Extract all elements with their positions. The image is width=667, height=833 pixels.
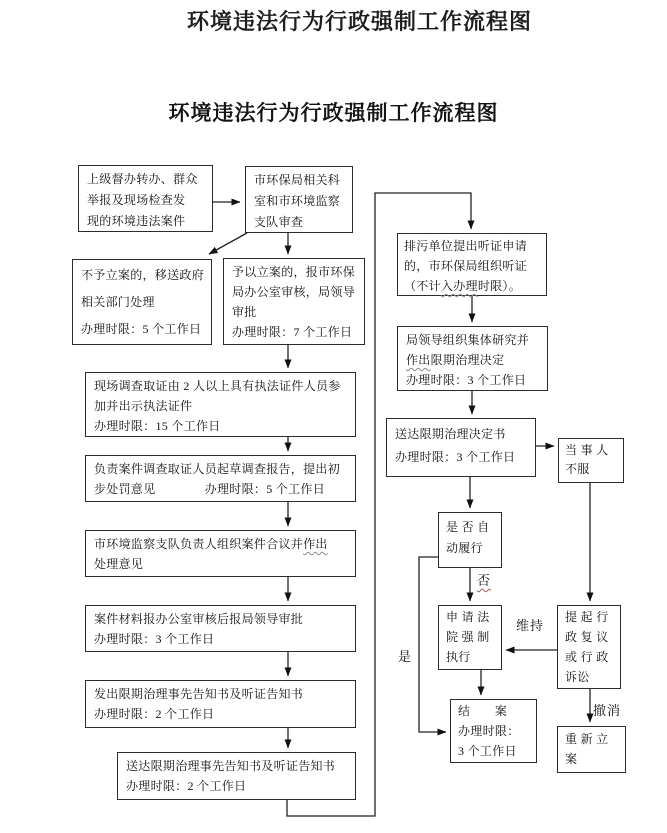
node-refile-case: 重 新 立 案 (557, 726, 626, 773)
node-leader-approval: 案件材料报办公室审核后报局领导审批 办理时限：3 个工作日 (85, 605, 356, 652)
node-accept-case: 予以立案的，报市环保 局办公室审核，局领导 审批 办理时限：7 个工作日 (223, 258, 365, 345)
panel-line2-text: 处理意见 (94, 557, 144, 571)
node-appeal-litigation: 提 起 行 政 复 议 或 行 政 诉讼 (557, 605, 621, 689)
node-court-enforcement: 申 请 法 院 强 制 执行 (438, 605, 502, 670)
edge-label-no: 否 (477, 573, 492, 588)
decision-line1-text: 局领导组织集体研究并 (406, 333, 530, 347)
node-deliver-notice: 送达限期治理事先告知书及听证告知书 办理时限：2 个工作日 (117, 752, 356, 800)
node-hearing: 排污单位提出听证申请 的，市环保局组织听证 （不计入办理时限）。 (397, 233, 547, 296)
page-title: 环境违法行为行政强制工作流程图 (186, 9, 532, 34)
decision-line2-spellcheck: 作出 (406, 353, 431, 367)
hearing-line2-text: 的，市环保局组织听证 (404, 259, 528, 273)
node-onsite-evidence: 现场调查取证由 2 人以上具有执法证件人员参 加并出示执法证件 办理时限：15 个工作日 (85, 372, 356, 437)
hearing-line1-text: 排污单位提出听证申请 (404, 239, 528, 253)
node-collective-decision: 局领导组织集体研究并 作出限期治理决定 办理时限：3 个工作日 (397, 326, 548, 391)
node-draft-report: 负责案件调查取证人员起草调查报告，提出初 步处罚意见 办理时限：5 个工作日 (85, 455, 356, 502)
node-party-objection: 当 事 人 不服 (558, 438, 624, 483)
node-bureau-review: 市环保局相关科 室和市环境监察 支队审查 (245, 166, 353, 233)
node-panel-deliberation (85, 530, 356, 577)
node-voluntary-compliance: 是 否 自 动履行 (438, 512, 502, 568)
flowchart-subtitle: 环境违法行为行政强制工作流程图 (168, 101, 499, 125)
edge-label-uphold: 维持 (516, 618, 545, 633)
panel-line1-spellcheck: 作出 (303, 537, 328, 551)
node-close-case: 结 案 办理时限： 3 个工作日 (450, 699, 537, 763)
hearing-line3-spellcheck: 入办理 (440, 279, 478, 293)
node-reject-case: 不予立案的，移送政府 相关部门处理 办理时限：5 个工作日 (72, 259, 212, 345)
node-deliver-decision: 送达限期治理决定书 办理时限：3 个工作日 (386, 418, 536, 477)
edge-label-yes: 是 (398, 649, 413, 664)
decision-line3-text: 办理时限：3 个工作日 (406, 373, 527, 387)
edge-review-reject (209, 233, 247, 254)
edge-label-revoke: 撤消 (593, 703, 622, 718)
node-issue-notice: 发出限期治理事先告知书及听证告知书 办理时限：2 个工作日 (85, 680, 356, 728)
node-case-source: 上级督办转办、群众 举报及现场检查发 现的环境违法案件 (78, 165, 213, 232)
panel-line1-text: 市环境监察支队负责人组织案件合议并 (94, 537, 304, 551)
